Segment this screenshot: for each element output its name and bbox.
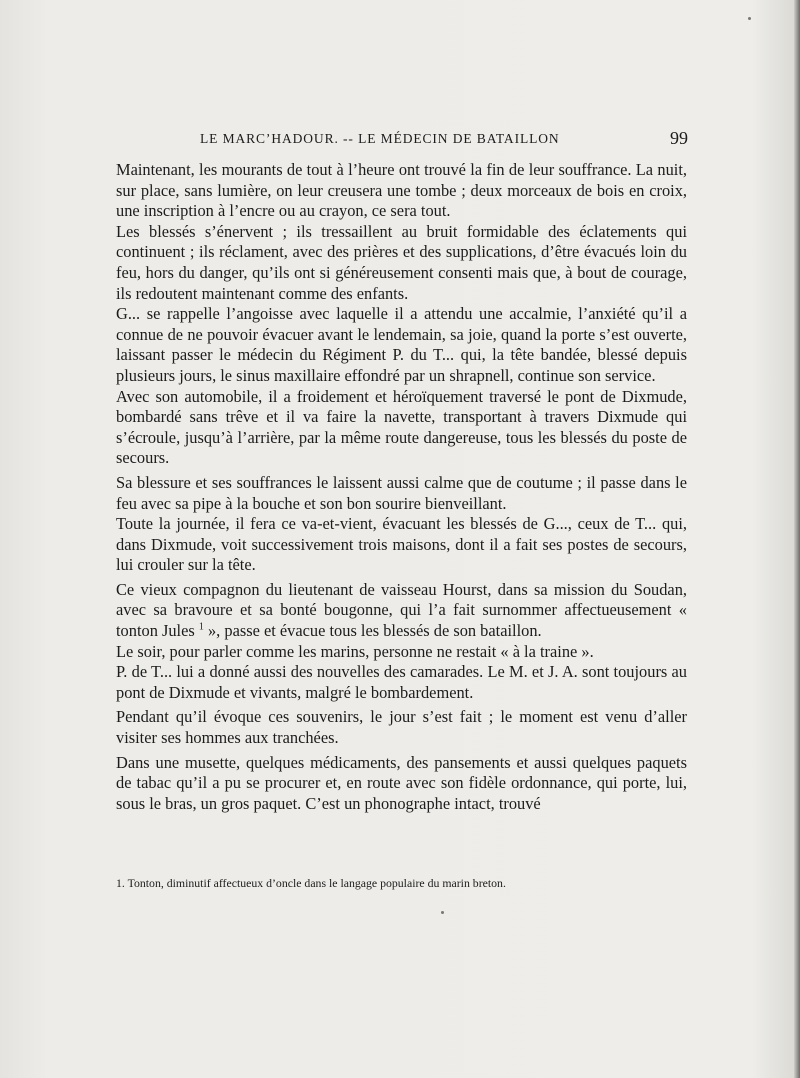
paper-speck bbox=[748, 17, 751, 20]
body-text bbox=[116, 160, 687, 814]
paragraph: Maintenant, les mourants de tout à l’heure ont trouvé la fin de leur souffrance. La nuit, sur place, sans lumière, on leur creusera une tombe ; deux morceaux de bois en croix, une inscription à l’encre ou au crayon, ce sera tout. bbox=[116, 160, 687, 221]
paragraph-text: », passe et évacue tous les blessés de son bataillon. bbox=[203, 621, 542, 641]
paper-speck bbox=[441, 911, 444, 914]
paragraph: Pendant qu’il évoque ces souvenirs, le jour s’est fait ; le moment est venu d’aller visiter ses hommes aux tranchées. bbox=[116, 707, 687, 748]
paragraph-text: Ce vieux compagnon du lieutenant de vaisseau Hourst, dans sa mission du Soudan, avec sa bravoure et sa bonté bougonne, qui l’a fait surnommer affectueusement « tonton Jules bbox=[116, 579, 687, 641]
paragraph: Dans une musette, quelques médicaments, des pansements et aussi quelques paquets de tabac qu’il a pu se procurer et, en route avec son fidèle ordonnance, qui porte, lui, sous le bras, un gros paquet. C’est un phonographe intact, trouvé bbox=[116, 752, 687, 813]
paragraph: G... se rappelle l’angoisse avec laquelle il a attendu une accalmie, l’anxiété qu’il a connue de ne pouvoir évacuer avant le lendemain, sa joie, quand la porte s’est ouverte, laissant passer le médecin du Régiment P. du T... qui, la tête bandée, blessé depuis plusieurs jours, le sinus maxillaire effondré par un shrapnell, continue son service. bbox=[116, 304, 687, 385]
paragraph bbox=[116, 580, 687, 642]
paragraph: P. de T... lui a donné aussi des nouvelles des camarades. Le M. et J. A. sont toujours au pont de Dixmude et vivants, malgré le bombardement. bbox=[116, 662, 687, 702]
paragraph: Avec son automobile, il a froidement et héroïquement traversé le pont de Dixmude, bombardé sans trêve et il va faire la navette, transportant à travers Dixmude qui s’écroule, jusqu’à l’arrière, par la même route dangereuse, tous les blessés du poste de secours. bbox=[116, 386, 687, 468]
footnote-marker: 1 bbox=[198, 621, 204, 633]
running-header bbox=[200, 128, 688, 148]
page-number: 99 bbox=[670, 128, 688, 148]
paragraph: Sa blessure et ses souffrances le laissent aussi calme que de coutume ; il passe dans le feu avec sa pipe à la bouche et son bon sourire bienveillant. bbox=[116, 472, 687, 513]
running-title: LE MARC’HADOUR. -- LE MÉDECIN DE BATAILLON bbox=[200, 131, 560, 146]
paragraph: Toute la journée, il fera ce va-et-vient, évacuant les blessés de G..., ceux de T... qui, dans Dixmude, voit successivement trois maisons, dont il a fait ses postes de secours, lui crouler sur la tête. bbox=[116, 514, 687, 575]
footnote: 1. Tonton, diminutif affectueux d’oncle dans le langage populaire du marin breton. bbox=[116, 876, 506, 890]
page-edge-shadow bbox=[794, 0, 800, 1078]
paragraph: Le soir, pour parler comme les marins, personne ne restait « à la traine ». bbox=[116, 641, 594, 661]
paragraph: Les blessés s’énervent ; ils tressaillent au bruit formidable des éclatements qui continuent ; ils réclament, avec des prières et des supplications, d’être évacués loin du feu, hors du danger, qu’ils ont si généreusement consenti mais que, à bout de courage, ils redoutent maintenant comme des enfants. bbox=[116, 221, 687, 303]
